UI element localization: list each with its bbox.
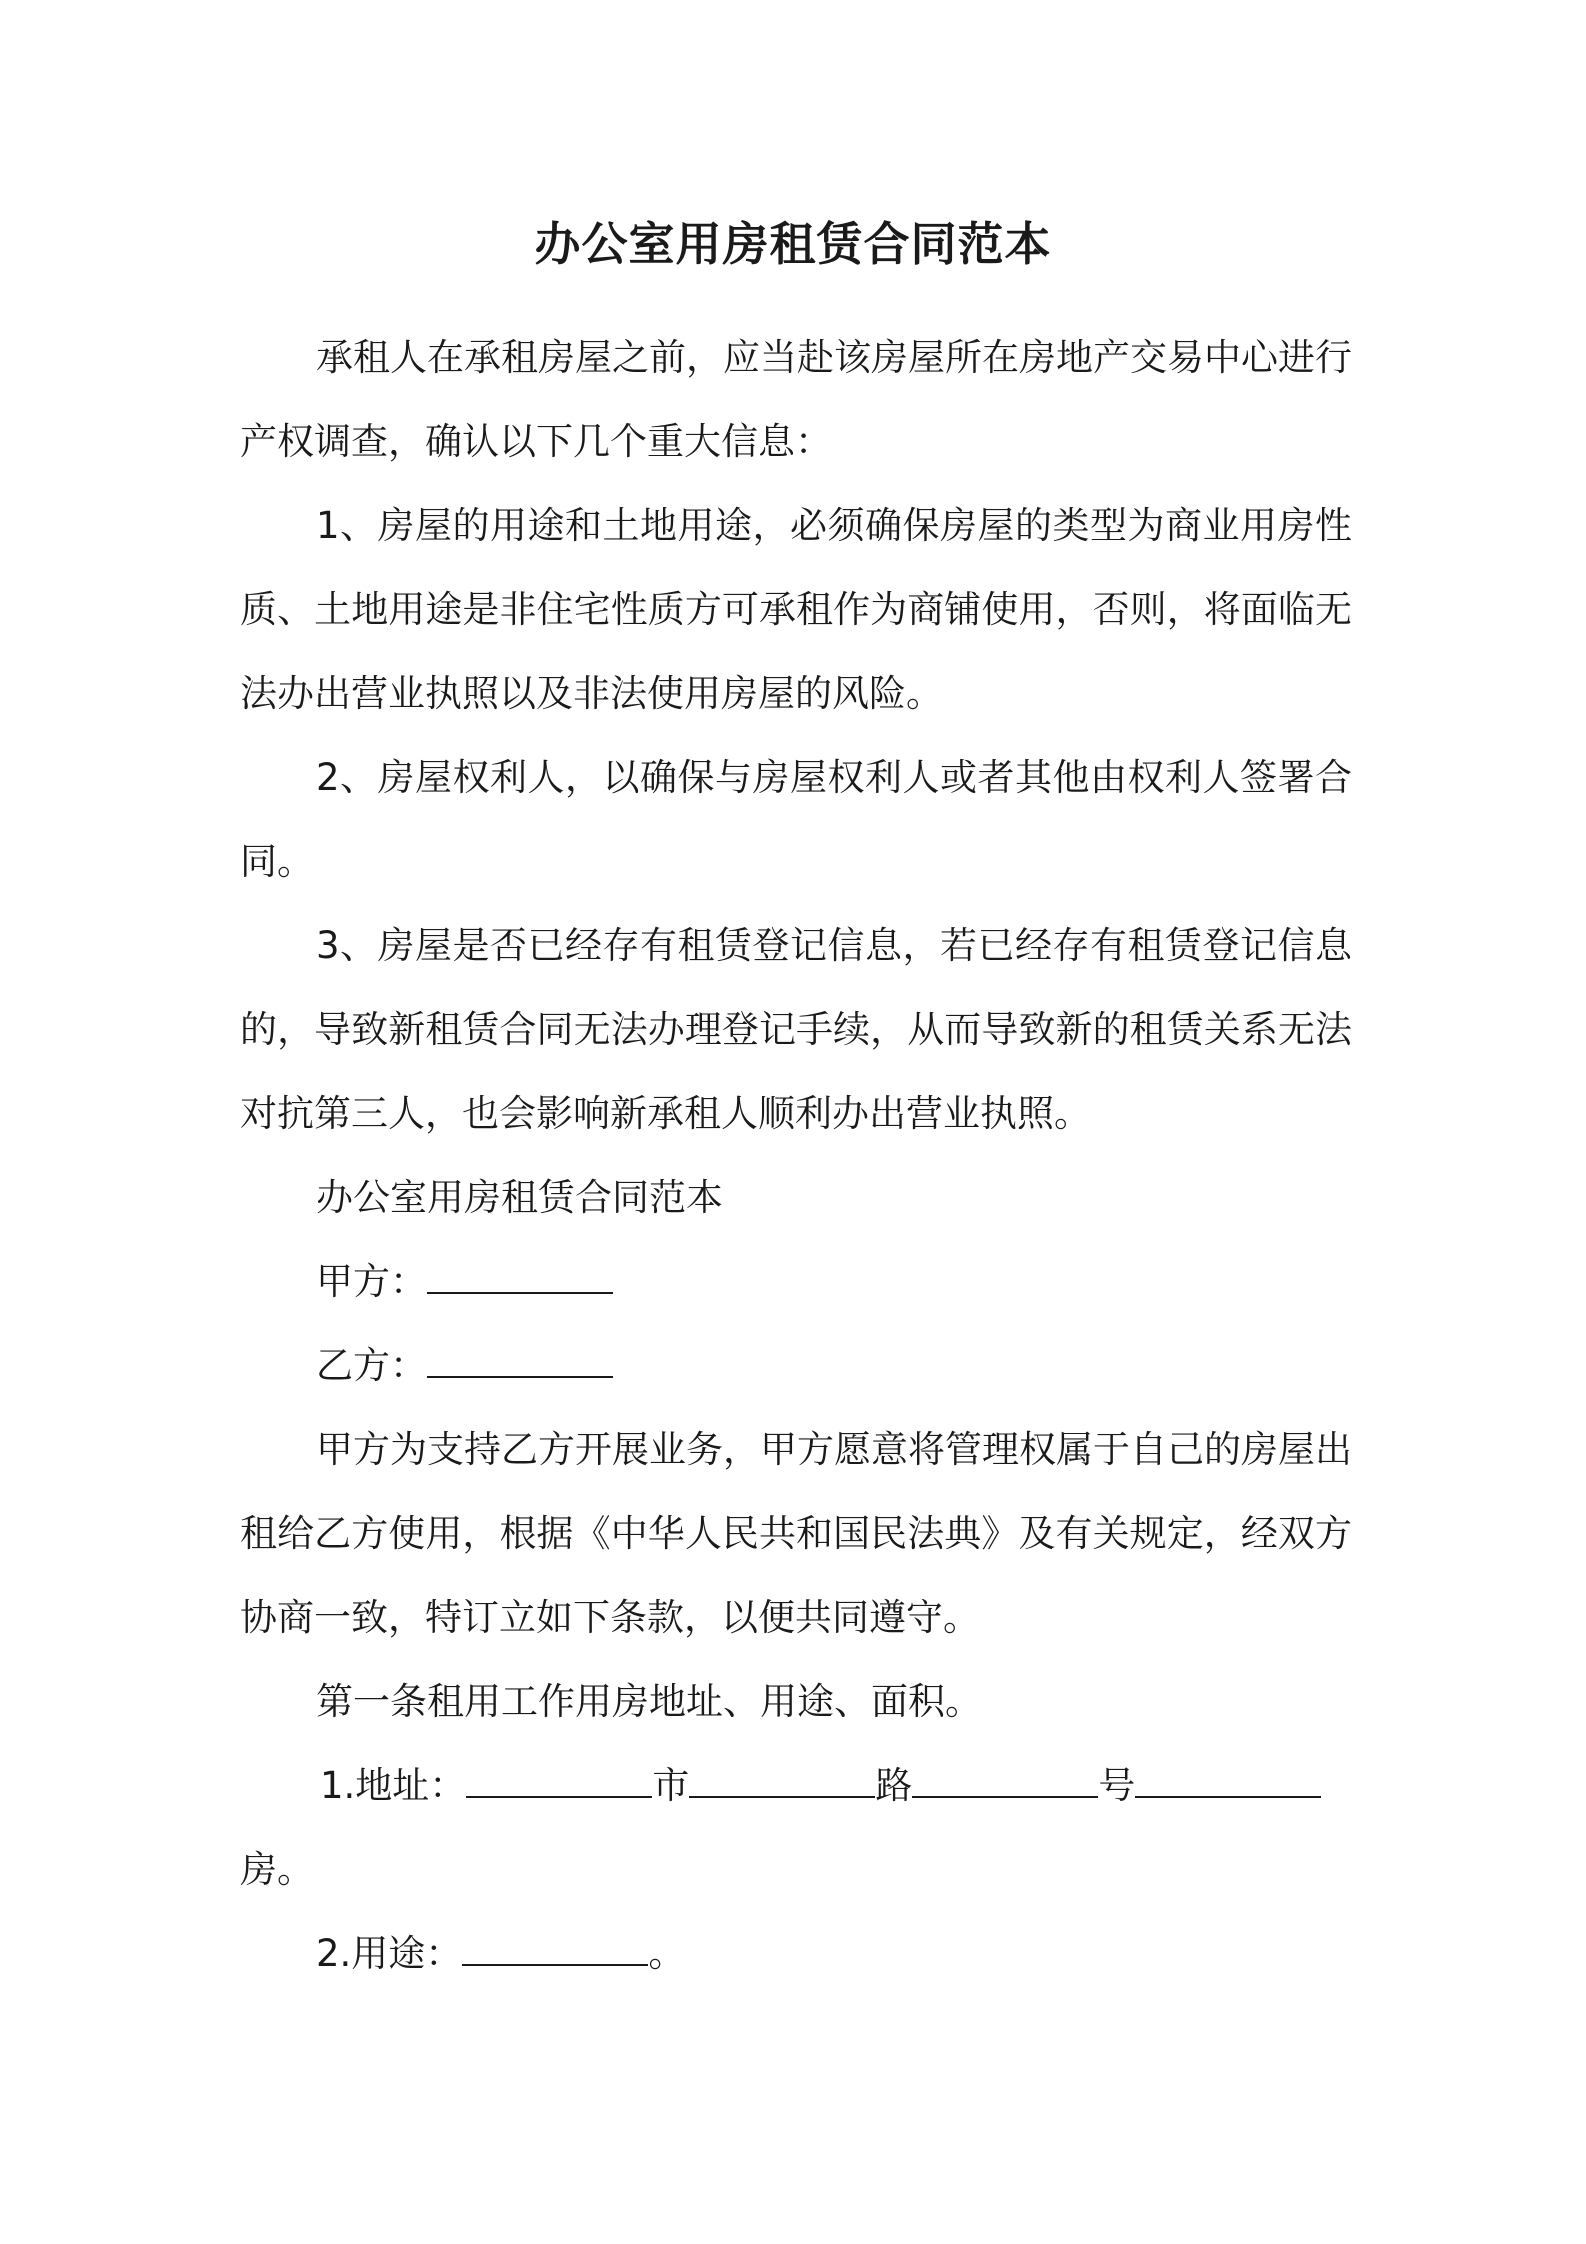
party-b-label: 乙方： xyxy=(316,1344,427,1387)
item-1-paragraph: 1、房屋的用途和土地用途，必须确保房屋的类型为商业用房性质、土地用途是非住宅性质方可承租作为商铺使用，否则，将面临无法办出营业执照以及非法使用房屋的风险。 xyxy=(240,504,1352,715)
party-b-line xyxy=(316,1324,613,1408)
item-3-paragraph: 3、房屋是否已经存有租赁登记信息，若已经存有租赁登记信息的，导致新租赁合同无法办理登记手续，从而导致新的租赁关系无法对抗第三人，也会影响新承租人顺利办出营业执照。 xyxy=(240,924,1352,1135)
address-room: 房。 xyxy=(240,1848,314,1891)
party-a-label: 甲方： xyxy=(316,1260,427,1303)
address-number: 号 xyxy=(1098,1764,1136,1807)
party-a-blank xyxy=(427,1262,613,1294)
address-road: 路 xyxy=(875,1764,913,1807)
address-blank-4 xyxy=(1135,1766,1321,1798)
preamble-paragraph: 甲方为支持乙方开展业务，甲方愿意将管理权属于自己的房屋出租给乙方使用，根据《中华人民共和国民法典》及有关规定，经双方协商一致，特订立如下条款，以便共同遵守。 xyxy=(240,1428,1352,1639)
usage-end: 。 xyxy=(648,1932,686,1975)
usage-label: 2.用途： xyxy=(316,1932,463,1975)
page-title: 办公室用房租赁合同范本 xyxy=(534,217,1052,271)
address-blank-1 xyxy=(466,1766,652,1798)
address-blank-2 xyxy=(689,1766,875,1798)
intro-paragraph: 承租人在承租房屋之前，应当赴该房屋所在房地产交易中心进行产权调查，确认以下几个重大信息： xyxy=(240,336,1352,463)
usage-line xyxy=(316,1912,685,1996)
address-city: 市 xyxy=(652,1764,690,1807)
party-a-line xyxy=(316,1240,613,1324)
address-label: 1.地址： xyxy=(320,1764,467,1807)
address-line xyxy=(240,1744,1352,1912)
item-2-paragraph: 2、房屋权利人，以确保与房屋权利人或者其他由权利人签署合同。 xyxy=(240,756,1352,883)
party-b-blank xyxy=(427,1346,613,1378)
address-blank-3 xyxy=(912,1766,1098,1798)
usage-blank xyxy=(462,1934,648,1966)
contract-subtitle: 办公室用房租赁合同范本 xyxy=(316,1176,723,1219)
article-1-heading: 第一条租用工作用房地址、用途、面积。 xyxy=(316,1680,982,1723)
